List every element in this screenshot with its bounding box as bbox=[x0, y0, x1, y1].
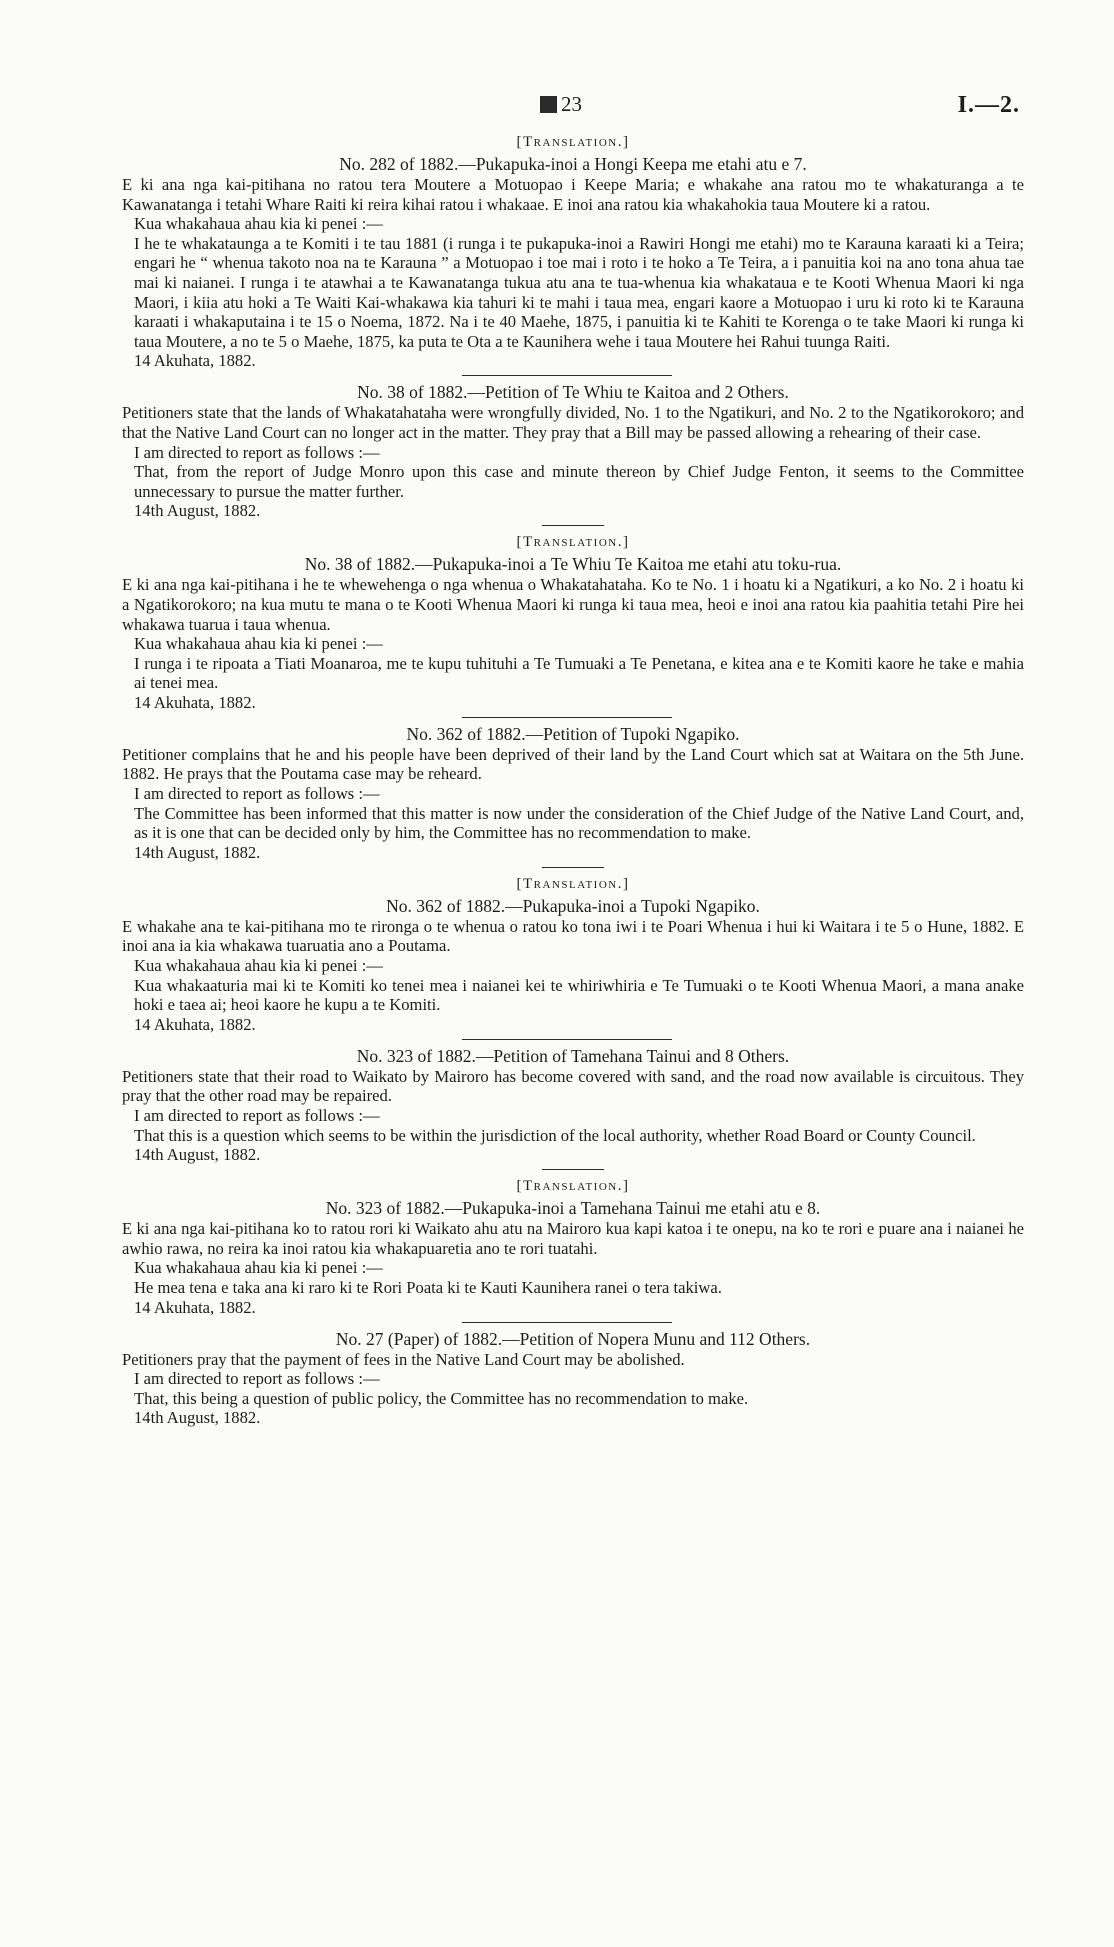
section-heading: No. 27 (Paper) of 1882.—Petition of Nopera Munu and 112 Others. bbox=[335, 1328, 811, 1349]
section-heading: No. 362 of 1882.—Petition of Tupoki Ngapiko. bbox=[406, 723, 740, 744]
report-date: 14th August, 1882. bbox=[134, 1145, 261, 1165]
direction-line: Kua whakahaua ahau kia ki penei :— bbox=[134, 214, 383, 234]
section-divider bbox=[542, 867, 604, 868]
committee-report: He mea tena e taka ana ki raro ki te Rori Poata ki te Kauti Kaunihera ranei o tera takiwa. bbox=[134, 1277, 722, 1297]
section-divider bbox=[462, 1322, 672, 1323]
translation-label: [Translation.] bbox=[516, 534, 630, 551]
petition-summary: E ki ana nga kai-pitihana i he te whewehenga o nga whenua o Whakatahataha. Ko te No. 1 i hoatu ki a Ngatikuri, a ko No. 2 i hoatu ki a Ngatikorokoro; na kua mutu te mana o te Kooti Whenua Maori ki runga ki taua mea, heoi e inoi ana ratou kia paahitia tetahi Pire hei whakawa tuarua i taua whenua. bbox=[122, 575, 1024, 634]
petition-summary: E whakahe ana te kai-pitihana mo te rironga o te whenua o ratou ko tona iwi i te Poari Whenua i hui ki Waitara i te 5 o Hune, 1882. E inoi ana ia kia whakawa tuaruatia ano a Poutama. bbox=[122, 916, 1024, 956]
page-number: 23 bbox=[540, 92, 582, 117]
section-38-petition bbox=[122, 382, 1024, 521]
petition-summary: E ki ana nga kai-pitihana ko to ratou rori ki Waikato ahu atu na Mairoro kua kapi katoa i te onepu, na ko te rori e puare ana i naianei he awhio rawa, no reira ka inoi ratou kia whakapuaretia ano te rori tuatahi. bbox=[122, 1219, 1024, 1258]
direction-line: Kua whakahaua ahau kia ki penei :— bbox=[134, 634, 383, 654]
committee-report: Kua whakaaturia mai ki te Komiti ko tenei mea i naianei kei te whiriwhiria e Te Tumuaki o te Kooti Whenua Maori, a mana anake hoki e taea ai; heoi kaore he kupu a te Komiti. bbox=[134, 975, 1024, 1015]
page-header bbox=[122, 92, 1024, 132]
report-date: 14 Akuhata, 1882. bbox=[134, 1014, 256, 1034]
petition-summary: Petitioners state that the lands of Whakatahataha were wrongfully divided, No. 1 to the Ngatikuri, and No. 2 to the Ngatikorokoro; and that the Native Land Court can no longer act in the matter. They pray that a Bill may be passed allowing a rehearing of their case. bbox=[122, 403, 1024, 442]
section-divider bbox=[462, 1039, 672, 1040]
section-362-translation bbox=[122, 874, 1024, 1035]
section-323-translation bbox=[122, 1176, 1024, 1317]
section-38-translation bbox=[122, 532, 1024, 713]
direction-line: I am directed to report as follows :— bbox=[134, 784, 380, 804]
direction-line: I am directed to report as follows :— bbox=[134, 1369, 380, 1389]
committee-report: That, this being a question of public policy, the Committee has no recommendation to make. bbox=[134, 1388, 749, 1408]
report-date: 14 Akuhata, 1882. bbox=[134, 351, 256, 371]
report-date: 14 Akuhata, 1882. bbox=[134, 692, 256, 712]
section-362-petition bbox=[122, 724, 1024, 863]
direction-line: I am directed to report as follows :— bbox=[134, 1106, 380, 1125]
document-page bbox=[122, 92, 1024, 1432]
section-heading: No. 323 of 1882.—Petition of Tamehana Tainui and 8 Others. bbox=[356, 1045, 790, 1066]
section-divider bbox=[462, 717, 672, 718]
section-heading: No. 362 of 1882.—Pukapuka-inoi a Tupoki Ngapiko. bbox=[386, 895, 760, 916]
section-27-petition bbox=[122, 1329, 1024, 1429]
translation-label: [Translation.] bbox=[516, 134, 630, 150]
section-heading: No. 38 of 1882.—Pukapuka-inoi a Te Whiu Te Kaitoa me etahi atu toku-rua. bbox=[304, 554, 842, 575]
document-reference: I.—2. bbox=[957, 92, 1020, 118]
report-date: 14th August, 1882. bbox=[134, 1408, 261, 1428]
translation-label: [Translation.] bbox=[516, 875, 630, 892]
petition-summary: Petitioner complains that he and his people have been deprived of their land by the Land Court which sat at Waitara on the 5th June. 1882. He prays that the Poutama case may be reheard. bbox=[122, 744, 1024, 784]
section-divider bbox=[462, 375, 672, 376]
section-divider bbox=[542, 1169, 604, 1170]
direction-line: Kua whakahaua ahau kia ki penei :— bbox=[134, 956, 383, 976]
section-heading: No. 282 of 1882.—Pukapuka-inoi a Hongi Keepa me etahi atu e 7. bbox=[339, 154, 807, 174]
petition-summary: Petitioners pray that the payment of fees in the Native Land Court may be abolished. bbox=[122, 1349, 685, 1369]
committee-report: I he te whakataunga a te Komiti i te tau 1881 (i runga i te pukapuka-inoi a Rawiri Hongi me etahi) mo te Karauna karaati ki a Teira; engari he “ whenua takoto noa na te Karauna ” a Motuopao i toe mai i roto i te hoko a Te Teira, a i panuitia koi na ano tona ahua tae mai ki naianei. I runga i te atawhai a te Kawanatanga tukua atu ana te tua-whenua kia whakataua e te Kooti Whenua Maori ki nga Maori, i kiia atu hoki a Te Waiti Kai-whakawa kia tahuri ki te mahi i taua mea, engari kaore a Motuopao i uru ki roto ki te Karauna karaati i whakaputaina i te 15 o Noema, 1872. Na i te 40 Maehe, 1875, i panuitia ki te Kahiti te Korenga o te take Maori ki runga ki taua Moutere, a no te 5 o Maehe, 1875, ka puta te Ota a te Kaunihera wehe i taua Moutere hei Rahui tuunga Raiti. bbox=[134, 233, 1024, 351]
petition-summary: E ki ana nga kai-pitihana no ratou tera Moutere a Motuopao i Keepe Maria; e whakahe ana ratou mo te whakaturanga a te Kawanatanga i tetahi Whare Raiti ki reira kihai ratou i whakaae. E inoi ana ratou kia whakahokia taua Moutere ki a ratou. bbox=[122, 175, 1024, 214]
report-date: 14 Akuhata, 1882. bbox=[134, 1297, 256, 1317]
direction-line: Kua whakahaua ahau kia ki penei :— bbox=[134, 1258, 383, 1278]
section-heading: No. 38 of 1882.—Petition of Te Whiu te Kaitoa and 2 Others. bbox=[357, 382, 789, 403]
section-282-translation bbox=[122, 132, 1024, 371]
direction-line: I am directed to report as follows :— bbox=[134, 442, 380, 462]
section-divider bbox=[542, 525, 604, 526]
committee-report: That, from the report of Judge Monro upon this case and minute thereon by Chief Judge Fenton, it seems to the Committee unnecessary to pursue the matter further. bbox=[134, 462, 1024, 501]
committee-report: The Committee has been informed that this matter is now under the consideration of the Chief Judge of the Native Land Court, and, as it is one that can be decided only by him, the Committee has no recommendation to make. bbox=[134, 803, 1024, 843]
petition-summary: Petitioners state that their road to Waikato by Mairoro has become covered with sand, and the road now available is circuitous. They pray that the other road may be repaired. bbox=[122, 1066, 1024, 1106]
printer-seal-icon bbox=[540, 96, 557, 113]
committee-report: That this is a question which seems to be within the jurisdiction of the local authority, whether Road Board or County Council. bbox=[134, 1125, 976, 1145]
translation-label: [Translation.] bbox=[516, 1178, 630, 1195]
section-323-petition bbox=[122, 1046, 1024, 1165]
committee-report: I runga i te ripoata a Tiati Moanaroa, me te kupu tuhituhi a Te Tumuaki a Te Penetana, e kitea ana e te Komiti kaore he take e mahia ai tenei mea. bbox=[134, 653, 1024, 693]
report-date: 14th August, 1882. bbox=[134, 501, 261, 521]
report-date: 14th August, 1882. bbox=[134, 842, 261, 862]
section-heading: No. 323 of 1882.—Pukapuka-inoi a Tamehana Tainui me etahi atu e 8. bbox=[325, 1198, 821, 1219]
